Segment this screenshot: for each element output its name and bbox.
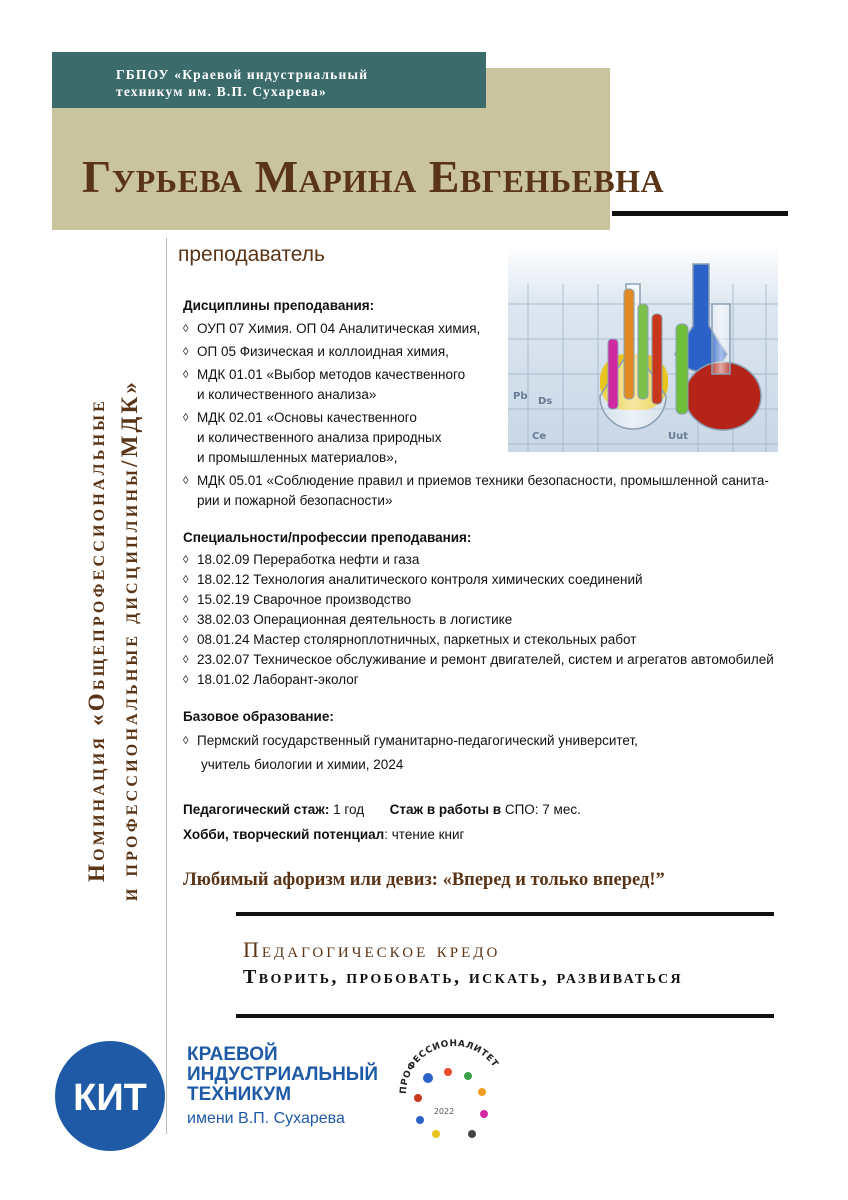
education-section <box>183 707 813 777</box>
svg-text:ПРОФЕССИОНАЛИТЕТ <box>399 1039 500 1094</box>
specialty-item: ◊ 18.02.09 Переработка нефти и газа <box>183 550 813 570</box>
discipline-item: ◊ ОП 05 Физическая и коллоидная химия, <box>183 342 517 362</box>
name-underline <box>612 211 788 216</box>
svg-text:Ce: Ce <box>532 431 547 442</box>
credo-text: Творить, пробовать, искать, развиваться <box>243 966 683 988</box>
spo-experience-value: СПО: 7 мес. <box>501 802 581 817</box>
svg-text:Ds: Ds <box>538 396 553 407</box>
motto: Любимый афоризм или девиз: «Вперед и только вперед!” <box>183 870 665 890</box>
person-name: Гурьева Марина Евгеньевна <box>82 151 665 202</box>
nomination-line-2: и профессиональные дисциплины/МДК» <box>117 378 142 902</box>
diamond-bullet-icon: ◊ <box>183 554 189 566</box>
organization-name <box>116 66 476 100</box>
discipline-item: ◊ МДК 01.01 «Выбор методов качественного и количественного анализа» <box>183 367 466 402</box>
ped-experience-label: Педагогический стаж: <box>183 802 330 817</box>
credo-bottom-rule <box>236 1014 774 1018</box>
organization-line-2: техникум им. В.П. Сухарева» <box>116 84 327 99</box>
diamond-bullet-icon: ◊ <box>183 634 189 646</box>
specialty-item: ◊ 15.02.19 Сварочное производство <box>183 590 813 610</box>
diamond-bullet-icon: ◊ <box>183 412 189 424</box>
credo-top-rule <box>236 912 774 916</box>
experience-stats <box>183 797 823 847</box>
diamond-bullet-icon: ◊ <box>183 369 189 381</box>
professionalitet-logo-text: ПРОФЕССИОНАЛИТЕТ <box>398 1038 500 1095</box>
specialty-item: ◊ 08.01.24 Мастер столярноплотничных, паркетных и стекольных работ <box>183 630 813 650</box>
technikum-logo-text: КРАЕВОЙ ИНДУСТРИАЛЬНЫЙ ТЕХНИКУМ имени В.П. Сухарева <box>187 1044 379 1127</box>
disciplines-heading: Дисциплины преподавания: <box>183 298 375 313</box>
nomination-text <box>80 270 146 1010</box>
spo-experience-label: Стаж в работы в <box>389 802 502 817</box>
discipline-item: ◊ МДК 05.01 «Соблюдение правил и приемов техники безопасности, промышленной санита- рии и пожарной безопасности» <box>183 473 769 508</box>
specialty-item: ◊ 23.02.07 Техническое обслуживание и ремонт двигателей, систем и агрегатов автомобилей <box>183 650 813 670</box>
diamond-bullet-icon: ◊ <box>183 735 189 747</box>
svg-text:Pb: Pb <box>513 391 528 402</box>
diamond-bullet-icon: ◊ <box>183 475 189 487</box>
diamond-bullet-icon: ◊ <box>183 346 189 358</box>
diamond-bullet-icon: ◊ <box>183 323 189 335</box>
vertical-divider <box>166 238 167 1134</box>
discipline-item: ◊ МДК 02.01 «Основы качественного и количественного анализа природных и промышленных материалов», <box>183 410 442 465</box>
credo-title: Педагогическое кредо <box>243 937 501 962</box>
nomination-vertical <box>80 270 146 1010</box>
education-heading: Базовое образование: <box>183 709 334 724</box>
disciplines-section <box>183 296 813 511</box>
hobby-label: Хобби, творческий потенциал <box>183 827 385 842</box>
technikum-logo-icon <box>54 1040 166 1152</box>
specialties-heading: Специальности/профессии преподавания: <box>183 530 472 545</box>
specialty-item: ◊ 18.02.12 Технология аналитического контроля химических соединений <box>183 570 813 590</box>
professionalitet-logo-icon <box>390 1034 518 1162</box>
organization-line-1: ГБПОУ «Краевой индустриальный <box>116 67 369 82</box>
discipline-item: ◊ ОУП 07 Химия. ОП 04 Аналитическая химия, <box>183 319 517 339</box>
ped-experience-value: 1 год <box>329 802 365 817</box>
nomination-line-1: Номинация «Общепрофессиональные <box>84 398 109 882</box>
specialty-item: ◊ 38.02.03 Операционная деятельность в логистике <box>183 610 813 630</box>
technikum-logo-mark: КИТ <box>73 1077 147 1119</box>
specialty-item: ◊ 18.01.02 Лаборант-эколог <box>183 670 813 690</box>
diamond-bullet-icon: ◊ <box>183 594 189 606</box>
hobby-value: : чтение книг <box>384 827 465 842</box>
diamond-bullet-icon: ◊ <box>183 614 189 626</box>
diamond-bullet-icon: ◊ <box>183 574 189 586</box>
education-item: ◊ Пермский государственный гуманитарно-педагогический университет, учитель биологии и химии, 2024 <box>183 729 813 777</box>
svg-text:Uut: Uut <box>668 431 689 442</box>
diamond-bullet-icon: ◊ <box>183 654 189 666</box>
role-title: преподаватель <box>178 243 325 266</box>
diamond-bullet-icon: ◊ <box>183 674 189 686</box>
specialties-section <box>183 528 813 690</box>
professionalitet-year: 2022 <box>433 1107 455 1116</box>
